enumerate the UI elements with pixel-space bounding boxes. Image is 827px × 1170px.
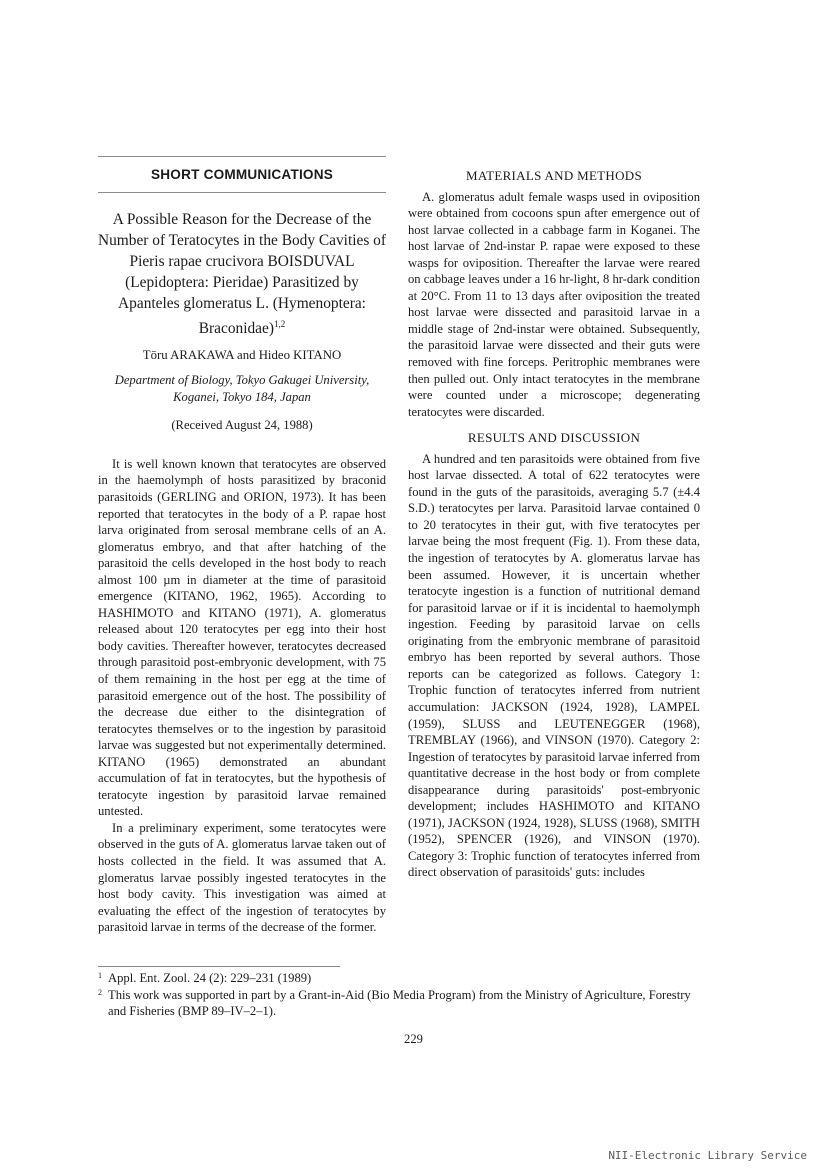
footnote-2-mark: 2 [98, 987, 102, 997]
footnote-2-text: This work was supported in part by a Grant-in-Aid (Bio Media Program) from the Ministry of Agriculture, Forestry and Fisheries (BMP 89–IV–2–1). [108, 987, 691, 1018]
footnote-1-mark: 1 [98, 971, 102, 980]
methods-heading: MATERIALS AND METHODS [465, 168, 643, 183]
methods-paragraph: A. glomeratus adult female wasps used in oviposition were obtained from cocoons spun after emergence out of host larvae collected in a cabbage farm in Koganei. The host larvae of 2nd-instar P. rapae were exposed to these wasps for oviposition. Thereafter the larvae were reared on cabbage leaves under a 16 hr-light, 8 hr-dark condition at 20°C. From 11 to 13 days after oviposition the treated host larvae were dissected and parasitoid larvae in a middle stage of 2nd-instar were obtained. Subsequently, the parasitoid larvae were dissected and their guts were removed with fine forceps. Peritrophic membranes were then pulled out. Only intact teratocytes in the membrane were counted under a microscope; degenerating teratocytes were discarded. [408, 189, 700, 419]
nii-service-footer: NII-Electronic Library Service [608, 1149, 807, 1162]
authors: Tōru ARAKAWA and Hideo KITANO [142, 347, 342, 362]
right-column [408, 156, 700, 881]
footnote-rule [98, 966, 340, 967]
affiliation-line-1: Department of Biology, Tokyo Gakugei University, [114, 373, 370, 388]
footnote-1-text: Appl. Ent. Zool. 24 (2): 229–231 (1989) [108, 971, 312, 985]
intro-paragraph-1: It is well known known that teratocytes are observed in the haemolymph of hosts parasitized by braconid parasitoids (GERLING and ORION, 1973). It has been reported that teratocytes in the body of a P. rapae host larva originated from serosal membrane cells of an A. glomeratus embryo, and that after hatching of the parasitoid the cells developed in the host body to reach almost 100 µm in diameter at the time of parasitoid emergence (KITANO, 1962, 1965). According to HASHIMOTO and KITANO (1971), A. glomeratus released about 120 teratocytes per egg into their host body cavities. Thereafter however, teratocytes decreased through parasitoid post-embryonic development, with 75 of them remaining in the host per egg at the time of parasitoid emergence out of the host. The possibility of the decrease due either to the disintegration of teratocytes themselves or to the ingestion by parasitoid larvae was suggested but not experimentally determined. KITANO (1965) demonstrated an abundant accumulation of fat in teratocytes, but the hypothesis of teratocyte ingestion by parasitoid larvae remained untested. [98, 456, 386, 819]
results-heading: RESULTS AND DISCUSSION [467, 430, 641, 446]
affiliation-line-2: Koganei, Tokyo 184, Japan [173, 389, 311, 404]
footnote-2 [98, 987, 698, 1020]
left-column [98, 156, 386, 936]
article-title [98, 209, 386, 339]
results-paragraph: A hundred and ten parasitoids were obtained from five host larvae dissected. A total of 622 teratocytes were found in the guts of the parasitoids, averaging 5.7 (±4.4 S.D.) teratocytes per larva. Parasitoid larvae contained 0 to 20 teratocytes in their gut, with five teratocytes per larvae being the most frequent (Fig. 1). From these data, the ingestion of teratocytes by A. glomeratus larvae has been assumed. However, it is uncertain whether teratocyte ingestion is a function of nutritional demand for parasitoid larvae or if it is incidental to haemolymph ingestion. Feeding by parasitoid larvae on cells originating from the embryonic membrane of parasitoid embryo has been reported by several authors. Those reports can be categorized as follows. Category 1: Trophic function of teratocytes inferred from nutrient accumulation: JACKSON (1924, 1928), LAMPEL (1959), SLUSS and LEUTENEGGER (1968), TREMBLAY (1966), and VINSON (1970). Category 2: Ingestion of teratocytes by parasitoid larvae inferred from quantitative decrease in the host body or from complete disappearance during parasitoids' post-embryonic development; includes HASHIMOTO and KITANO (1971), JACKSON (1924, 1928), SLUSS (1968), SMITH (1952), SPENCER (1926), and VINSON (1970). Category 3: Trophic function of teratocytes inferred from direct observation of parasitoids' guts: includes [408, 451, 700, 880]
footnote-1 [98, 970, 698, 987]
title-superscript: 1,2 [273, 318, 286, 329]
footnotes [98, 966, 698, 1020]
page-number: 229 [404, 1032, 423, 1046]
section-label: SHORT COMMUNICATIONS [151, 167, 333, 182]
received-date: (Received August 24, 1988) [171, 418, 313, 433]
intro-paragraph-2: In a preliminary experiment, some teratocytes were observed in the guts of A. glomeratus larvae taken out of hosts collected in the field. It was assumed that A. glomeratus larvae possibly ingested teratocytes in the host body cavity. This investigation was aimed at evaluating the effect of the ingestion of teratocytes by parasitoid larvae in terms of the decrease of the former. [98, 820, 386, 935]
article-title-text: A Possible Reason for the Decrease of the Number of Teratocytes in the Body Cavities of Pieris rapae crucivora BOISDUVAL (Lepidoptera: Pieridae) Parasitized by Apanteles glomeratus L. (Hymenoptera: Braconidae) [98, 210, 387, 337]
